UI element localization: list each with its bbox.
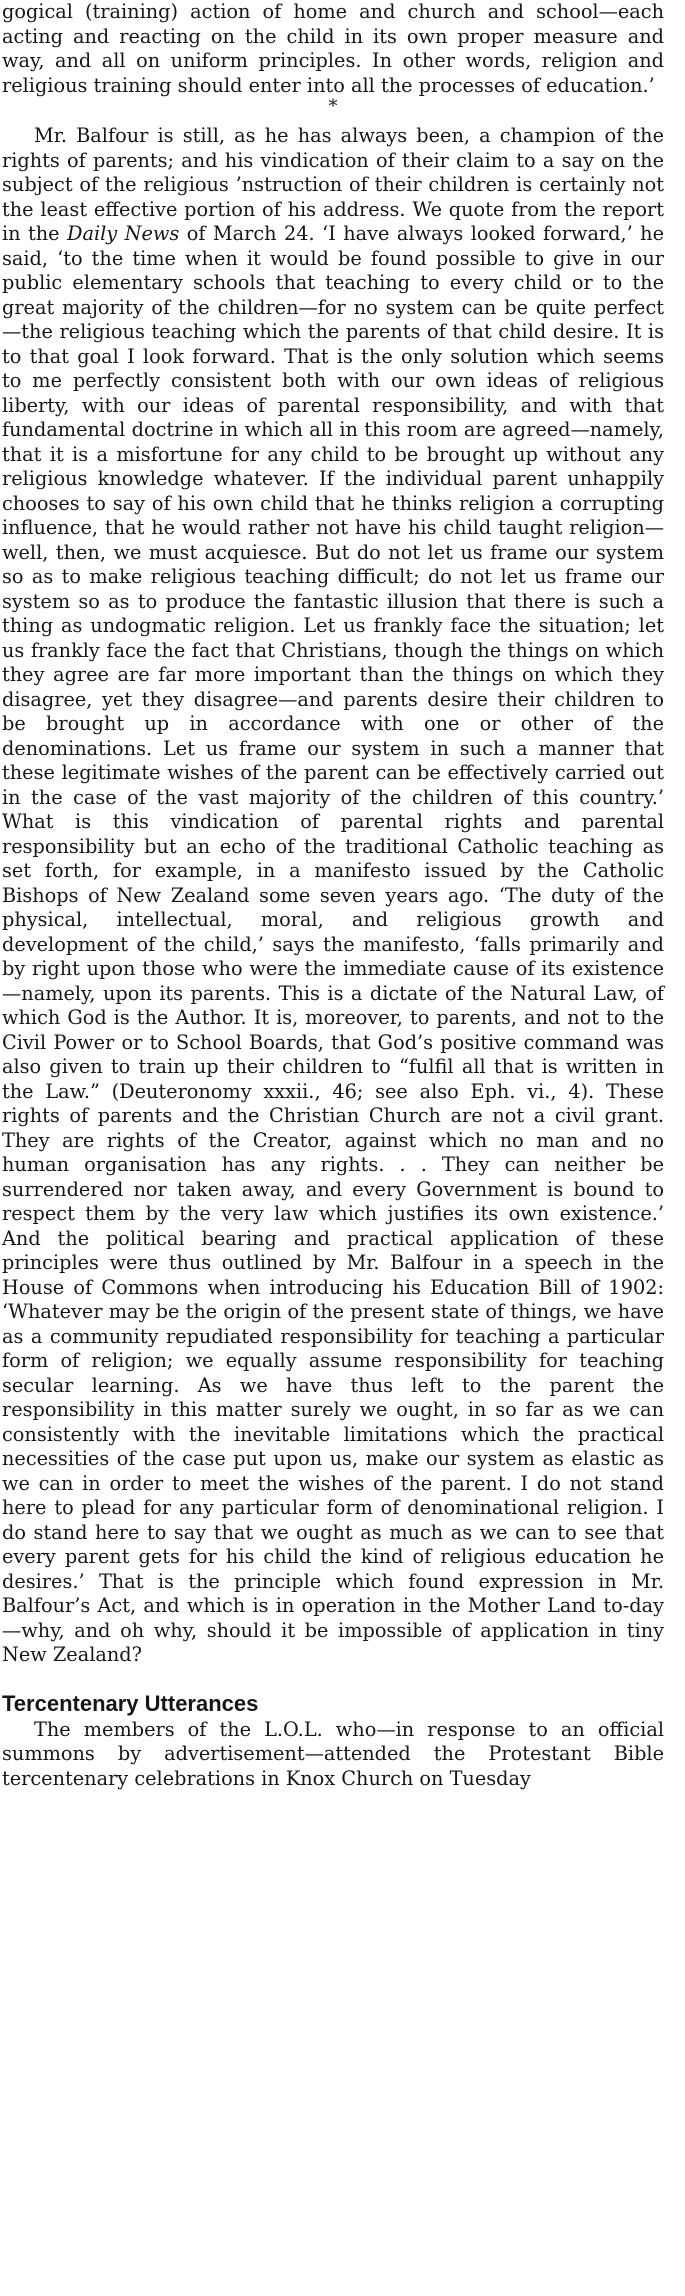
article-column	[2, 0, 664, 1791]
paragraph-balfour-text-a: Mr. Balfour is still, as he has always been, a champion of the rights of parents; and his vindication of their claim to a say on the subject of the religious ’nstruction of their children is certainly not the least effective portion of his address. We quote from the report in the	[2, 124, 664, 245]
paragraph-balfour	[2, 124, 664, 1668]
section-heading: Tercentenary Utterances	[2, 1690, 259, 1716]
newspaper-title: Daily News	[67, 222, 180, 245]
paragraph-balfour-text-b: of March 24. ‘I have always looked forward,’ he said, ‘to the time when it would be found possible to give in our public elementary schools that teaching to every child or to the great majority of the children—for no system can be quite perfect—the religious teaching which the parents of that child desire. It is to that goal I look forward. That is the only solution which seems to me perfectly consistent both with our own ideas of religious liberty, with our ideas of parental responsibility, and with that fundamental doctrine in which all in this room are agreed—namely, that it is a misfortune for any child to be brought up without any religious knowledge whatever. If the individual parent unhappily chooses to say of his own child that he thinks religion a corrupting influence, that he would rather not have his child taught religion—well, then, we must acquiesce. But do not let us frame our system so as to make religious teaching difficult; do not let us frame our system so as to produce the fantastic illusion that there is such a thing as undogmatic religion. Let us frankly face the situation; let us frankly face the fact that Christians, though the things on which they agree are far more important than the things on which they disagree, yet they disagree—and parents desire their children to be brought up in accordance with one or other of the denominations. Let us frame our system in such a manner that these legitimate wishes of the parent can be effectively carried out in the case of the vast majority of the children of this country.’ What is this vindication of parental rights and parental responsibility but an echo of the traditional Catholic teaching as set forth, for example, in a manifesto issued by the Catholic Bishops of New Zealand some seven years ago. ‘The duty of the physical, intellectual, moral, and religious growth and development of the child,’ says the manifesto, ‘falls primarily and by right upon those who were the immediate cause of its existence—namely, upon its parents. This is a dictate of the Natural Law, of which God is the Author. It is, moreover, to parents, and not to the Civil Power or to School Boards, that God’s positive command was also given to train up their children to “fulfil all that is written in the Law.” (Deuteronomy xxxii., 46; see also Eph. vi., 4). These rights of parents and the Christian Church are not a civil grant. They are rights of the Creator, against which no man and no human organisation has any rights. . . They can neither be surrendered nor taken away, and every Government is bound to respect them by the very law which justifies its own existence.’ And the political bearing and practical application of these principles were thus outlined by Mr. Balfour in a speech in the House of Commons when introducing his Education Bill of 1902: ‘Whatever may be the origin of the present state of things, we have as a community repudiated responsibility for teaching a particular form of religion; we equally assume responsibility for teaching secular learning. As we have thus left to the parent the responsibility in this matter surely we ought, in so far as we can consistently with the inevitable limitations which the practical necessities of the case put upon us, make our system as elastic as we can in order to meet the wishes of the parent. I do not stand here to plead for any particular form of denominational religion. I do stand here to say that we ought as much as we can to see that every parent gets for his child the kind of religious education he desires.’ That is the principle which found expression in Mr. Balfour’s Act, and which is in operation in the Mother Land to-day—why, and oh why, should it be impossible of application in tiny New Zealand?	[2, 222, 664, 1666]
section-separator: *	[328, 96, 338, 117]
paragraph-continued: gogical (training) action of home and church and school—each acting and reacting on the child in its own proper measure and way, and all on uniform principles. In other words, religion and religious training should enter into all the processes of education.’	[2, 0, 664, 97]
paragraph-tercentenary: The members of the L.O.L. who—in response to an official summons by advertisement—attended the Protestant Bible tercentenary celebrations in Knox Church on Tuesday	[2, 1717, 664, 1790]
